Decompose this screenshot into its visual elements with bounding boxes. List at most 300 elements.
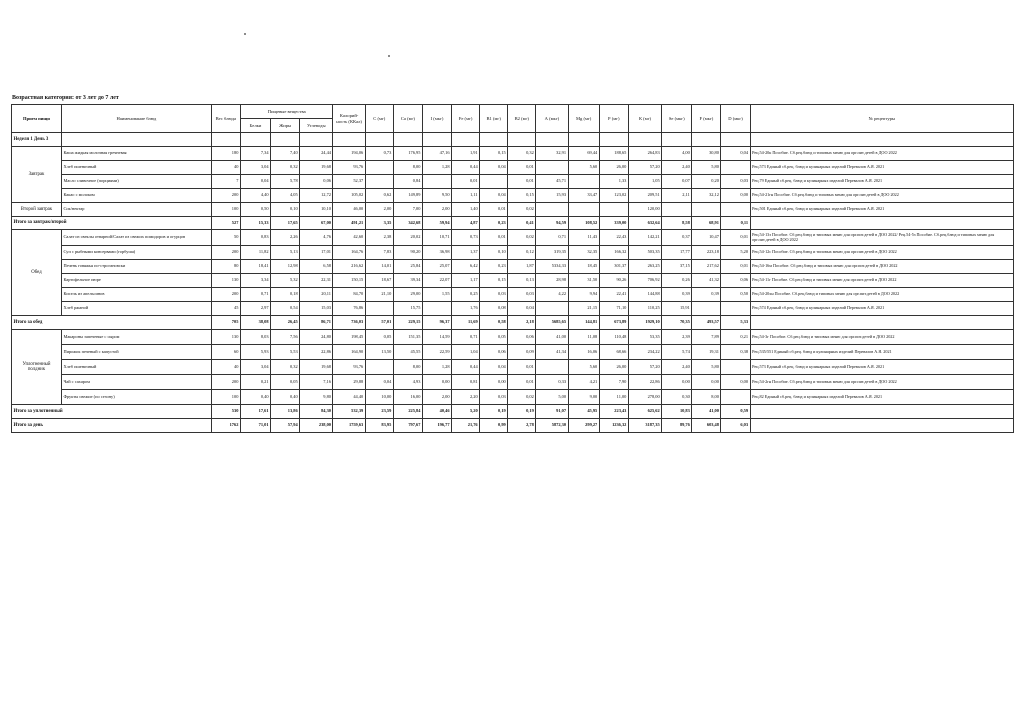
b1-cell: 0,15 <box>480 274 508 288</box>
kcal-cell: 216,62 <box>333 260 365 274</box>
total-kcal-cell: 532,39 <box>333 405 365 419</box>
carbs-cell: 24,44 <box>300 147 333 161</box>
i-cell: 14,59 <box>422 330 451 345</box>
header-nutrients: Пищевые вещества <box>240 105 333 119</box>
total-b2-cell: 0,19 <box>508 405 536 419</box>
header-b2: В2 (мг) <box>508 105 536 133</box>
c-cell <box>365 360 393 375</box>
ca-cell: 16,00 <box>393 390 422 405</box>
fe-cell: 0,73 <box>452 230 480 246</box>
ca-cell: 8,00 <box>393 161 422 175</box>
recipe-ref-cell: Рец.501 Единый сб.рец. блюд и кулинарных изделий Перевалов А.Я. 2021 <box>750 203 1013 217</box>
empty-cell <box>240 133 270 147</box>
weight-cell: 40 <box>211 360 240 375</box>
weight-cell: 180 <box>211 147 240 161</box>
table-row <box>12 175 1014 189</box>
recipe-ref-cell: Рец.54-20хн Пособие. Сб.рец.блюд и типовых меню для орг.пит.детей в ДОО 2022 <box>750 288 1013 302</box>
b2-cell: 0,13 <box>508 274 536 288</box>
fat-cell: 7,56 <box>271 330 300 345</box>
empty-cell <box>271 133 300 147</box>
fe-cell: 1,11 <box>452 189 480 203</box>
b2-cell: 0,04 <box>508 302 536 316</box>
total-carbs-cell: 67,00 <box>300 217 333 230</box>
header-k: К (мг) <box>628 105 661 133</box>
total-k-cell: 1929,10 <box>628 316 661 330</box>
header-p: Р (мг) <box>599 105 628 133</box>
mg-cell: 18,45 <box>568 260 599 274</box>
protein-cell: 2,97 <box>240 302 270 316</box>
protein-cell: 8,03 <box>240 330 270 345</box>
meal-name-cell: Завтрак <box>12 147 62 203</box>
ca-cell: 176,95 <box>393 147 422 161</box>
kcal-cell: 105,02 <box>333 189 365 203</box>
total-c-cell: 83,95 <box>365 419 393 433</box>
total-d-cell: 0,59 <box>721 405 750 419</box>
b1-cell: 0,15 <box>480 147 508 161</box>
fat-cell: 7,40 <box>271 147 300 161</box>
a-cell: 15,93 <box>536 189 568 203</box>
a-cell: 4,22 <box>536 288 568 302</box>
total-weight-cell: 527 <box>211 217 240 230</box>
fe-cell: 1,91 <box>452 147 480 161</box>
weight-cell: 200 <box>211 189 240 203</box>
empty-cell <box>628 133 661 147</box>
b2-cell: 0,02 <box>508 203 536 217</box>
table-row <box>12 203 1014 217</box>
carbs-cell: 17,01 <box>300 246 333 260</box>
weight-cell: 7 <box>211 175 240 189</box>
ca-cell: 15,75 <box>393 302 422 316</box>
a-cell: 5334,33 <box>536 260 568 274</box>
mg-cell <box>568 175 599 189</box>
b1-cell: 0,05 <box>480 330 508 345</box>
table-row <box>12 189 1014 203</box>
total-row <box>12 419 1014 433</box>
b2-cell: 0,02 <box>508 230 536 246</box>
fat-cell: 0,32 <box>271 360 300 375</box>
ca-cell: 4,93 <box>393 375 422 390</box>
table-row <box>12 390 1014 405</box>
kcal-cell: 44,40 <box>333 390 365 405</box>
header-mg: Mg (мг) <box>568 105 599 133</box>
scan-speck <box>388 55 390 57</box>
total-label-cell: Итого за уплотненный <box>12 405 212 419</box>
k-cell: 142,21 <box>628 230 661 246</box>
a-cell: 41,34 <box>536 345 568 360</box>
empty-cell <box>333 133 365 147</box>
protein-cell: 0,71 <box>240 288 270 302</box>
d-cell: 0,03 <box>721 175 750 189</box>
k-cell: 144,88 <box>628 288 661 302</box>
weight-cell: 80 <box>211 260 240 274</box>
b1-cell: 0,04 <box>480 161 508 175</box>
b1-cell: 0,01 <box>480 230 508 246</box>
total-protein-cell: 17,61 <box>240 405 270 419</box>
fe-cell: 1,04 <box>452 345 480 360</box>
i-cell: 1,55 <box>422 288 451 302</box>
mg-cell: 69,44 <box>568 147 599 161</box>
p-cell: 110,48 <box>599 330 628 345</box>
weight-cell: 200 <box>211 288 240 302</box>
protein-cell: 3,04 <box>240 161 270 175</box>
ca-cell: 39,34 <box>393 274 422 288</box>
total-a-cell: 94,59 <box>536 217 568 230</box>
fat-cell: 12,98 <box>271 260 300 274</box>
dish-name-cell: Кисель из апельсинов <box>61 288 211 302</box>
kcal-cell: 93,76 <box>333 360 365 375</box>
fe-cell: 0,01 <box>452 175 480 189</box>
total-a-cell: 5685,65 <box>536 316 568 330</box>
recipe-ref-cell: Рец.54-3г Пособие. Сб.рец.блюд и типовых меню для орг.пит.детей в ДОО 2022 <box>750 330 1013 345</box>
d-cell: 0,00 <box>721 189 750 203</box>
b1-cell: 0,08 <box>480 302 508 316</box>
recipe-ref-cell: Рец.54-12с Пособие. Сб.рец.блюд и типовых меню для орг.пит.детей в ДОО 2022 <box>750 246 1013 260</box>
k-cell: 53,35 <box>628 330 661 345</box>
header-a: А (мкг) <box>536 105 568 133</box>
kcal-cell: 198,45 <box>333 330 365 345</box>
c-cell: 13,50 <box>365 345 393 360</box>
fe-cell: 0,44 <box>452 161 480 175</box>
k-cell: 706,92 <box>628 274 661 288</box>
table-row <box>12 147 1014 161</box>
fat-cell: 0,05 <box>271 375 300 390</box>
mg-cell: 16,06 <box>568 345 599 360</box>
d-cell: 0,21 <box>721 330 750 345</box>
i-cell: 22,59 <box>422 345 451 360</box>
p-cell: 1,33 <box>599 175 628 189</box>
total-ca-cell: 229,15 <box>393 316 422 330</box>
dish-name-cell: Хлеб пшеничный <box>61 360 211 375</box>
k-cell: 1,05 <box>628 175 661 189</box>
mg-cell: 31,50 <box>568 274 599 288</box>
i-cell: 10,71 <box>422 230 451 246</box>
a-cell <box>536 161 568 175</box>
ca-cell: 20,02 <box>393 230 422 246</box>
total-p-cell: 673,89 <box>599 316 628 330</box>
mg-cell: 21,15 <box>568 302 599 316</box>
i-cell: 22,07 <box>422 274 451 288</box>
total-mg-cell: 144,81 <box>568 316 599 330</box>
total-b2-cell: 2,18 <box>508 316 536 330</box>
dish-name-cell: Сок/нектар <box>61 203 211 217</box>
total-row <box>12 405 1014 419</box>
protein-cell: 0,50 <box>240 203 270 217</box>
empty-cell <box>692 133 721 147</box>
total-c-cell: 57,01 <box>365 316 393 330</box>
f-cell: 41,32 <box>692 274 721 288</box>
recipe-ref-cell: Рец.535/551 Единый сб.рец. блюд и кулинарных изделий Перевалов А.Я. 2021 <box>750 345 1013 360</box>
weight-cell: 60 <box>211 345 240 360</box>
dish-name-cell: Картофельное пюре <box>61 274 211 288</box>
k-cell: 263,25 <box>628 260 661 274</box>
table-row <box>12 260 1014 274</box>
ca-cell: 45,55 <box>393 345 422 360</box>
total-protein-cell: 15,33 <box>240 217 270 230</box>
i-cell: 2,00 <box>422 203 451 217</box>
protein-cell: 18,41 <box>240 260 270 274</box>
empty-cell <box>599 133 628 147</box>
f-cell: 5,80 <box>692 161 721 175</box>
se-cell: 0,26 <box>662 274 692 288</box>
kcal-cell: 164,90 <box>333 345 365 360</box>
total-weight-cell: 705 <box>211 316 240 330</box>
d-cell <box>721 161 750 175</box>
i-cell <box>422 175 451 189</box>
i-cell: 25,07 <box>422 260 451 274</box>
b1-cell: 0,00 <box>480 375 508 390</box>
mg-cell <box>568 203 599 217</box>
protein-cell: 3,04 <box>240 360 270 375</box>
table-row <box>12 360 1014 375</box>
week-day-label: Неделя 1 День 3 <box>12 133 62 147</box>
total-ref-cell <box>750 217 1013 230</box>
total-k-cell: 3187,35 <box>628 419 661 433</box>
d-cell: 0,01 <box>721 260 750 274</box>
kcal-cell: 29,88 <box>333 375 365 390</box>
f-cell: 0,39 <box>692 288 721 302</box>
f-cell: 0,20 <box>692 175 721 189</box>
ca-cell: 0,84 <box>393 175 422 189</box>
c-cell <box>365 175 393 189</box>
c-cell: 0,73 <box>365 147 393 161</box>
dish-name-cell: Какао с молоком <box>61 189 211 203</box>
carbs-cell: 20,11 <box>300 288 333 302</box>
empty-cell <box>480 133 508 147</box>
p-cell: 166,32 <box>599 246 628 260</box>
se-cell: 37,15 <box>662 260 692 274</box>
dish-name-cell: Печень говяжья по-строгановски <box>61 260 211 274</box>
fe-cell: 0,81 <box>452 375 480 390</box>
fe-cell: 0,44 <box>452 360 480 375</box>
total-fat-cell: 17,65 <box>271 217 300 230</box>
weight-cell: 45 <box>211 302 240 316</box>
p-cell: 68,66 <box>599 345 628 360</box>
header-fe: Fe (мг) <box>452 105 480 133</box>
p-cell: 22,43 <box>599 230 628 246</box>
mg-cell: 5,60 <box>568 161 599 175</box>
mg-cell: 33,47 <box>568 189 599 203</box>
carbs-cell: 7,16 <box>300 375 333 390</box>
fe-cell: 1,40 <box>452 203 480 217</box>
b2-cell: 0,03 <box>508 288 536 302</box>
total-carbs-cell: 86,71 <box>300 316 333 330</box>
menu-table <box>11 104 1014 433</box>
total-row <box>12 217 1014 230</box>
kcal-cell: 194,06 <box>333 147 365 161</box>
f-cell: 8,00 <box>692 390 721 405</box>
total-fe-cell: 5,20 <box>452 405 480 419</box>
protein-cell: 7,34 <box>240 147 270 161</box>
protein-cell: 0,21 <box>240 375 270 390</box>
c-cell: 2,00 <box>365 203 393 217</box>
fe-cell: 0,71 <box>452 330 480 345</box>
header-d: D (мкг) <box>721 105 750 133</box>
a-cell <box>536 360 568 375</box>
total-ref-cell <box>750 316 1013 330</box>
carbs-cell: 22,31 <box>300 274 333 288</box>
se-cell: 5,74 <box>662 345 692 360</box>
k-cell: 110,25 <box>628 302 661 316</box>
dish-name-cell: Масло сливочное (порциями) <box>61 175 211 189</box>
f-cell <box>692 203 721 217</box>
weight-cell: 200 <box>211 246 240 260</box>
f-cell: 217,62 <box>692 260 721 274</box>
header-protein: Белки <box>240 119 270 133</box>
k-cell: 278,00 <box>628 390 661 405</box>
header-meal: Прием пищи <box>12 105 62 133</box>
fat-cell: 0,54 <box>271 302 300 316</box>
weight-cell: 100 <box>211 390 240 405</box>
c-cell: 14,01 <box>365 260 393 274</box>
total-a-cell: 91,07 <box>536 405 568 419</box>
kcal-cell: 164,76 <box>333 246 365 260</box>
header-weight: Вес блюда <box>211 105 240 133</box>
ca-cell: 29,00 <box>393 288 422 302</box>
total-d-cell: 5,33 <box>721 316 750 330</box>
fat-cell: 0,10 <box>271 203 300 217</box>
b2-cell: 0,06 <box>508 330 536 345</box>
p-cell: 71,10 <box>599 302 628 316</box>
ca-cell: 151,35 <box>393 330 422 345</box>
c-cell: 18,67 <box>365 274 393 288</box>
total-se-cell: 89,76 <box>662 419 692 433</box>
b1-cell: 0,04 <box>480 360 508 375</box>
c-cell <box>365 161 393 175</box>
se-cell <box>662 203 692 217</box>
empty-cell <box>422 133 451 147</box>
b1-cell: 0,01 <box>480 203 508 217</box>
k-cell: 503,35 <box>628 246 661 260</box>
total-fat-cell: 57,94 <box>271 419 300 433</box>
b2-cell: 0,12 <box>508 246 536 260</box>
ca-cell: 7,00 <box>393 203 422 217</box>
header-fat: Жиры <box>271 119 300 133</box>
b2-cell: 0,01 <box>508 360 536 375</box>
protein-cell: 0,40 <box>240 390 270 405</box>
total-ca-cell: 225,84 <box>393 405 422 419</box>
total-se-cell: 8,58 <box>662 217 692 230</box>
total-fat-cell: 26,45 <box>271 316 300 330</box>
fat-cell: 0,40 <box>271 390 300 405</box>
total-b2-cell: 0,41 <box>508 217 536 230</box>
empty-cell <box>61 133 211 147</box>
mg-cell: 9,94 <box>568 288 599 302</box>
c-cell: 0,05 <box>365 330 393 345</box>
a-cell: 32,91 <box>536 147 568 161</box>
kcal-cell: 76,86 <box>333 302 365 316</box>
empty-cell <box>508 133 536 147</box>
fat-cell: 5,13 <box>271 246 300 260</box>
b1-cell: 0,06 <box>480 345 508 360</box>
header-se: Se (мкг) <box>662 105 692 133</box>
recipe-ref-cell: Рец.82 Единый сб.рец. блюд и кулинарных изделий Перевалов А.Я. 2021 <box>750 390 1013 405</box>
table-row <box>12 230 1014 246</box>
total-b1-cell: 0,99 <box>480 419 508 433</box>
kcal-cell: 46,00 <box>333 203 365 217</box>
c-cell: 0,62 <box>365 189 393 203</box>
p-cell <box>599 203 628 217</box>
total-protein-cell: 38,08 <box>240 316 270 330</box>
b2-cell: 0,32 <box>508 147 536 161</box>
total-i-cell: 40,46 <box>422 405 451 419</box>
total-p-cell: 1236,32 <box>599 419 628 433</box>
header-dish: Наименование блюд <box>61 105 211 133</box>
i-cell: 9,50 <box>422 189 451 203</box>
f-cell: 7,89 <box>692 330 721 345</box>
dish-name-cell: Хлеб пшеничный <box>61 161 211 175</box>
se-cell: 0,39 <box>662 288 692 302</box>
se-cell: 2,40 <box>662 360 692 375</box>
scan-speck <box>244 33 246 35</box>
b1-cell: 0,03 <box>480 390 508 405</box>
empty-cell <box>750 133 1013 147</box>
k-cell: 57,20 <box>628 360 661 375</box>
a-cell <box>536 203 568 217</box>
total-c-cell: 3,35 <box>365 217 393 230</box>
recipe-ref-cell: Рец.573 Единый сб.рец. блюд и кулинарных изделий Перевалов А.Я. 2021 <box>750 161 1013 175</box>
total-ref-cell <box>750 419 1013 433</box>
mg-cell: 9,00 <box>568 390 599 405</box>
a-cell: 28,98 <box>536 274 568 288</box>
meal-name-cell: Уплотненный полдник <box>12 330 62 405</box>
c-cell: 21,10 <box>365 288 393 302</box>
age-category-caption: Возрастная категория: от 3 лет до 7 лет <box>12 95 119 101</box>
d-cell: 0,04 <box>721 147 750 161</box>
i-cell: 1,28 <box>422 360 451 375</box>
carbs-cell: 4,76 <box>300 230 333 246</box>
c-cell: 10,00 <box>365 390 393 405</box>
total-weight-cell: 1762 <box>211 419 240 433</box>
k-cell: 120,00 <box>628 203 661 217</box>
b2-cell: 0,15 <box>508 189 536 203</box>
protein-cell: 4,40 <box>240 189 270 203</box>
empty-cell <box>365 133 393 147</box>
carbs-cell: 6,58 <box>300 260 333 274</box>
table-row <box>12 288 1014 302</box>
mg-cell: 11,08 <box>568 330 599 345</box>
header-kcal: Калорий-ность (ККал) <box>333 105 365 133</box>
d-cell: 0,50 <box>721 288 750 302</box>
mg-cell: 11,43 <box>568 230 599 246</box>
b2-cell: 0,01 <box>508 375 536 390</box>
empty-cell <box>568 133 599 147</box>
total-i-cell: 196,77 <box>422 419 451 433</box>
total-k-cell: 632,64 <box>628 217 661 230</box>
fe-cell: 1,76 <box>452 302 480 316</box>
total-row <box>12 316 1014 330</box>
ca-cell: 8,00 <box>393 360 422 375</box>
b1-cell: 0,10 <box>480 246 508 260</box>
total-k-cell: 625,62 <box>628 405 661 419</box>
mg-cell: 5,60 <box>568 360 599 375</box>
total-weight-cell: 530 <box>211 405 240 419</box>
recipe-ref-cell: Рец.573 Единый сб.рец. блюд и кулинарных изделий Перевалов А.Я. 2021 <box>750 360 1013 375</box>
table-row <box>12 375 1014 390</box>
p-cell: 11,00 <box>599 390 628 405</box>
header-f: F (мкг) <box>692 105 721 133</box>
ca-cell: 149,89 <box>393 189 422 203</box>
b2-cell: 1,87 <box>508 260 536 274</box>
total-a-cell: 5872,30 <box>536 419 568 433</box>
protein-cell: 11,82 <box>240 246 270 260</box>
total-p-cell: 339,00 <box>599 217 628 230</box>
recipe-ref-cell: Рец.54-11г Пособие. Сб.рец.блюд и типовых меню для орг.пит.детей в ДОО 2022 <box>750 274 1013 288</box>
carbs-cell: 24,80 <box>300 330 333 345</box>
header-ca: Са (мг) <box>393 105 422 133</box>
total-carbs-cell: 84,30 <box>300 405 333 419</box>
weight-cell: 40 <box>211 161 240 175</box>
p-cell: 301,37 <box>599 260 628 274</box>
